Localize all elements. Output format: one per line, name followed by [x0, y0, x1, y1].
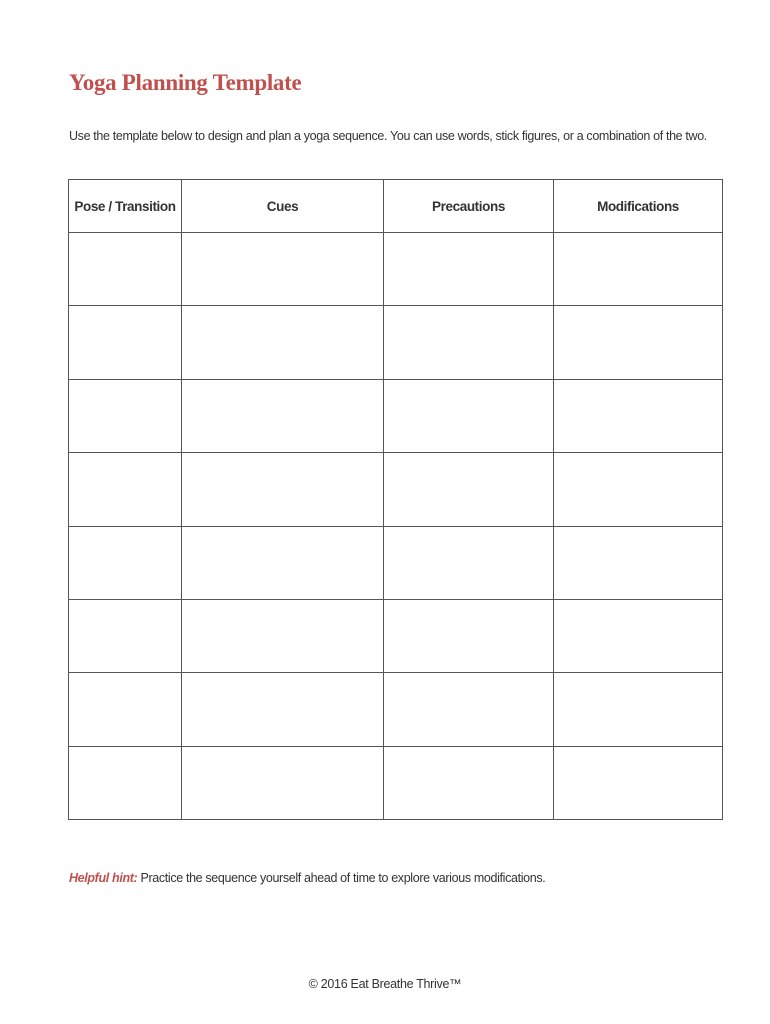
table-cell — [182, 306, 384, 379]
header-modifications: Modifications — [554, 180, 723, 233]
table-cell — [69, 673, 182, 746]
hint-label: Helpful hint: — [69, 871, 138, 885]
table-cell — [69, 233, 182, 306]
table-cell — [554, 233, 723, 306]
table-cell — [384, 453, 554, 526]
helpful-hint — [69, 871, 545, 885]
table-cell — [554, 746, 723, 819]
table-header-row — [69, 180, 723, 233]
table-cell — [182, 599, 384, 672]
table-row — [69, 673, 723, 746]
table-cell — [384, 379, 554, 452]
table-row — [69, 746, 723, 819]
table-cell — [554, 673, 723, 746]
page-title: Yoga Planning Template — [69, 70, 302, 95]
table-cell — [182, 379, 384, 452]
table-cell — [554, 599, 723, 672]
table-row — [69, 233, 723, 306]
table-cell — [384, 526, 554, 599]
table-cell — [182, 746, 384, 819]
table-cell — [182, 233, 384, 306]
table-cell — [69, 746, 182, 819]
table-cell — [554, 526, 723, 599]
yoga-plan-table — [68, 179, 723, 820]
table-cell — [69, 379, 182, 452]
table-cell — [554, 379, 723, 452]
table-cell — [384, 673, 554, 746]
table-cell — [69, 306, 182, 379]
table-body — [69, 233, 723, 820]
table-cell — [182, 673, 384, 746]
header-pose-transition: Pose / Transition — [69, 180, 182, 233]
table-cell — [554, 453, 723, 526]
table-row — [69, 379, 723, 452]
table-row — [69, 453, 723, 526]
table-row — [69, 526, 723, 599]
table-cell — [384, 306, 554, 379]
intro-text: Use the template below to design and plan a yoga sequence. You can use words, stick figures, or a combination of the two. — [69, 129, 707, 143]
table-row — [69, 599, 723, 672]
table-cell — [69, 526, 182, 599]
table-cell — [384, 233, 554, 306]
copyright-footer: © 2016 Eat Breathe Thrive™ — [308, 977, 462, 991]
table-cell — [69, 453, 182, 526]
header-cues: Cues — [182, 180, 384, 233]
table-cell — [384, 599, 554, 672]
table-cell — [182, 453, 384, 526]
table-cell — [554, 306, 723, 379]
table-cell — [182, 526, 384, 599]
table-row — [69, 306, 723, 379]
table-cell — [384, 746, 554, 819]
hint-text: Practice the sequence yourself ahead of time to explore various modifications. — [140, 871, 546, 885]
header-precautions: Precautions — [384, 180, 554, 233]
table-cell — [69, 599, 182, 672]
